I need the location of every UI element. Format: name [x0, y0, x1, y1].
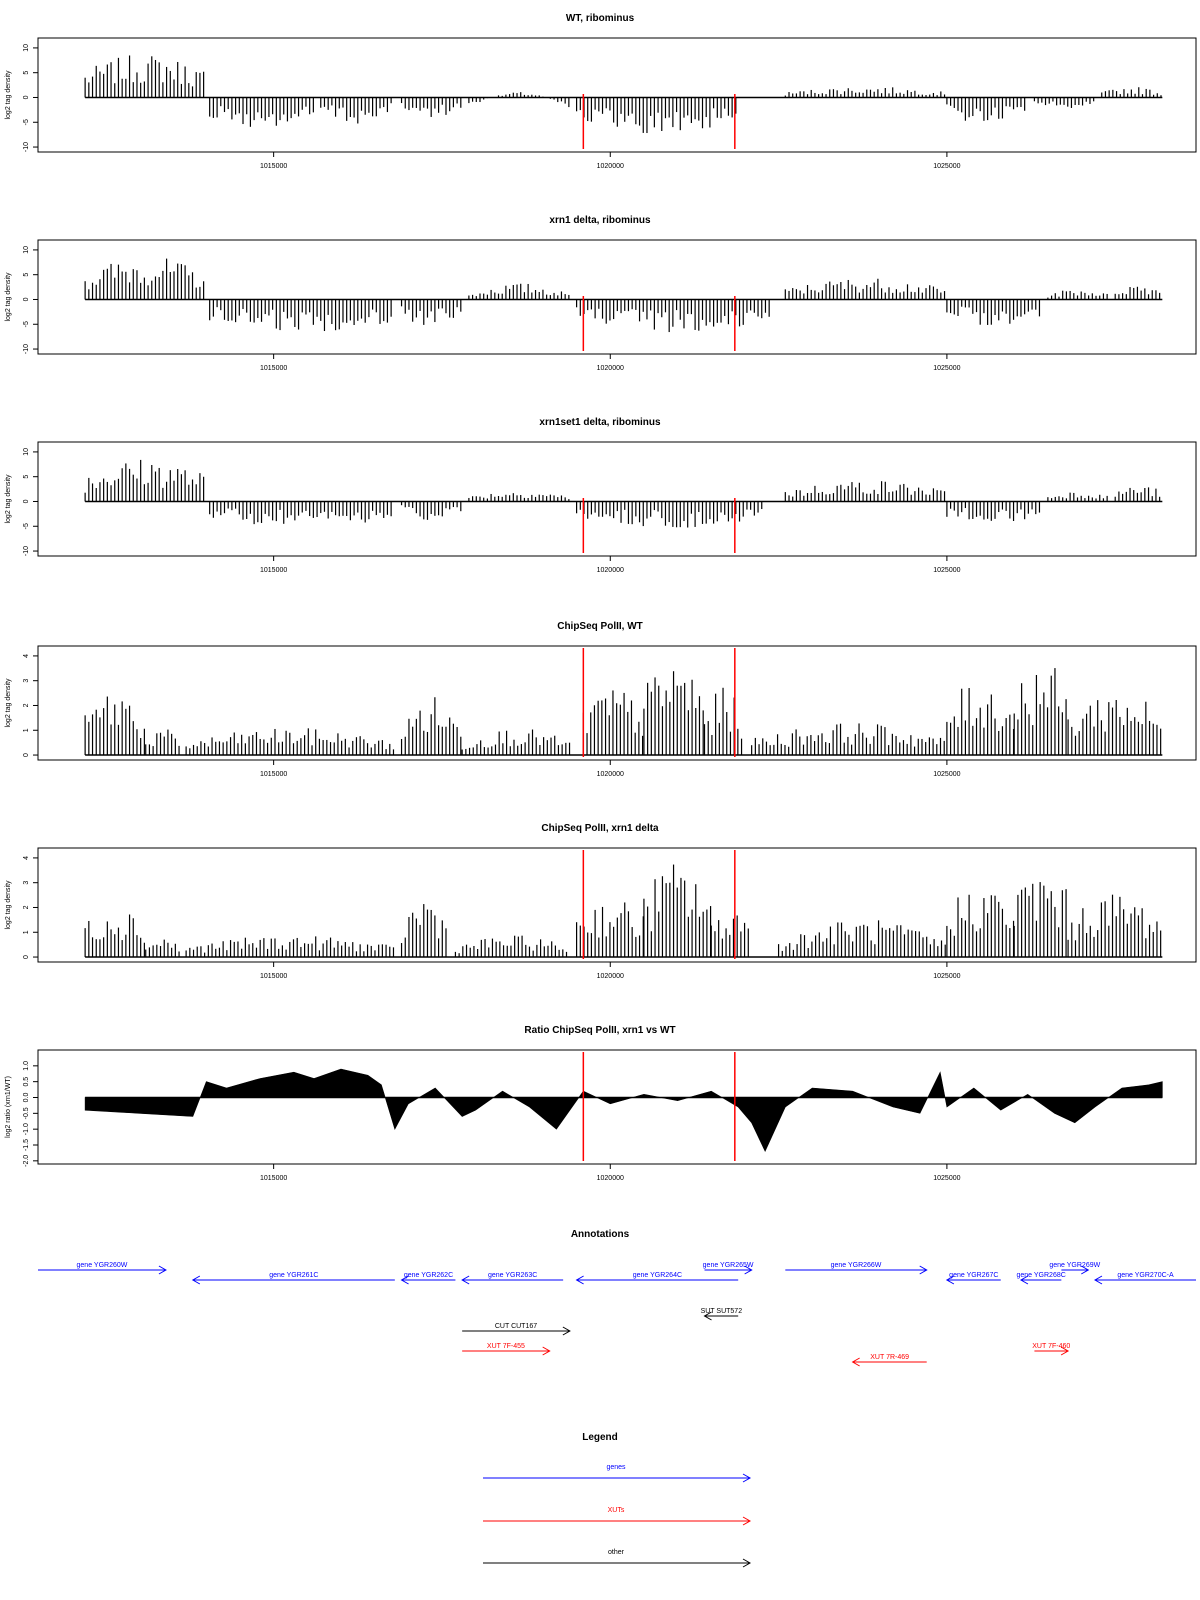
y-tick-label: 0.0 — [23, 1092, 30, 1103]
y-tick-label: 3 — [23, 880, 30, 885]
feature-label: gene YGR267C — [949, 1272, 999, 1279]
y-tick-label: -0.5 — [23, 1107, 30, 1120]
y-tick-label: 5 — [23, 70, 30, 75]
y-tick-label: 4 — [23, 653, 30, 658]
legend-item — [483, 1464, 750, 1482]
y-axis-label: log2 ratio (xrn1/WT) — [5, 1076, 12, 1138]
annotation-feature — [785, 1262, 926, 1274]
plot-frame — [38, 240, 1196, 354]
y-tick-label: 10 — [23, 448, 30, 456]
annotation-feature — [853, 1354, 927, 1366]
x-tick-label: 1025000 — [933, 973, 961, 980]
x-tick-label: 1020000 — [596, 365, 624, 372]
y-tick-label: 4 — [23, 855, 30, 860]
annotations-title: Annotations — [570, 1229, 630, 1240]
feature-label: XUT 7F-460 — [1032, 1343, 1071, 1350]
annotation-feature — [1095, 1272, 1196, 1284]
x-tick-label: 1020000 — [596, 771, 624, 778]
y-axis-label: log2 tag density — [5, 70, 12, 120]
annotation-feature — [193, 1272, 395, 1284]
legend-section — [483, 1432, 750, 1567]
data-marks — [85, 865, 1162, 957]
x-tick-label: 1015000 — [260, 771, 288, 778]
legend-label: XUTs — [607, 1507, 625, 1514]
chart-panel-3 — [5, 417, 1196, 574]
annotation-feature — [1032, 1343, 1070, 1355]
y-tick-label: 10 — [23, 246, 30, 254]
x-tick-label: 1020000 — [596, 1175, 624, 1182]
x-tick-label: 1020000 — [596, 163, 624, 170]
y-tick-label: -10 — [23, 141, 30, 153]
y-tick-label: 0 — [23, 297, 30, 302]
y-tick-label: -5 — [23, 523, 30, 530]
ratio-area — [85, 1069, 1162, 1151]
panel-title: xrn1 delta, ribominus — [549, 215, 651, 226]
annotation-feature — [947, 1272, 1001, 1284]
y-axis-label: log2 tag density — [5, 880, 12, 930]
legend-item — [483, 1507, 750, 1525]
panel-title: ChipSeq PolII, xrn1 delta — [541, 823, 659, 834]
y-tick-label: 0.5 — [23, 1076, 30, 1087]
panel-title: xrn1set1 delta, ribominus — [539, 417, 661, 428]
feature-label: gene YGR266W — [830, 1262, 882, 1269]
x-tick-label: 1020000 — [596, 567, 624, 574]
data-marks — [85, 668, 1162, 755]
y-tick-label: -1.5 — [23, 1138, 30, 1152]
x-tick-label: 1015000 — [260, 567, 288, 574]
y-tick-label: 10 — [23, 44, 30, 52]
annotation-feature — [462, 1323, 570, 1335]
x-tick-label: 1025000 — [933, 567, 961, 574]
feature-label: gene YGR263C — [487, 1272, 538, 1279]
y-axis-label: log2 tag density — [5, 272, 12, 322]
data-marks — [85, 259, 1162, 332]
legend-item — [483, 1549, 750, 1567]
plot-frame — [38, 442, 1196, 556]
panel-title: ChipSeq PolII, WT — [557, 621, 643, 632]
feature-label: gene YGR270C-A — [1117, 1272, 1174, 1279]
feature-label: XUT 7F-455 — [486, 1343, 525, 1350]
y-tick-label: -10 — [23, 343, 30, 355]
annotation-feature — [462, 1343, 550, 1355]
y-tick-label: 5 — [23, 474, 30, 479]
y-tick-label: 0 — [23, 499, 30, 504]
feature-label: CUT CUT167 — [494, 1323, 538, 1330]
data-marks — [85, 460, 1162, 528]
chart-panel-6 — [5, 1025, 1196, 1182]
x-tick-label: 1025000 — [933, 163, 961, 170]
feature-label: gene YGR261C — [269, 1272, 319, 1279]
y-tick-label: -1.0 — [23, 1123, 30, 1136]
y-tick-label: 1 — [23, 930, 30, 935]
y-tick-label: 1.0 — [23, 1060, 30, 1071]
feature-label: XUT 7R-469 — [870, 1354, 910, 1361]
feature-label: gene YGR269W — [1049, 1262, 1101, 1269]
feature-label: SUT SUT572 — [700, 1308, 743, 1315]
plot-frame — [38, 1050, 1196, 1164]
y-tick-label: 0 — [23, 753, 30, 757]
y-tick-label: -2.0 — [23, 1154, 30, 1167]
annotation-feature — [38, 1262, 166, 1274]
y-tick-label: -5 — [23, 321, 30, 328]
y-tick-label: 2 — [23, 905, 30, 910]
annotation-feature — [462, 1272, 563, 1284]
y-tick-label: 1 — [23, 728, 30, 733]
feature-label: gene YGR265W — [702, 1262, 754, 1269]
data-marks — [85, 1069, 1162, 1151]
chart-panel-1 — [5, 13, 1196, 170]
feature-label: gene YGR262C — [403, 1272, 454, 1279]
chart-panels — [5, 13, 1196, 1182]
chart-panel-2 — [5, 215, 1196, 372]
plot-frame — [38, 38, 1196, 152]
y-tick-label: -5 — [23, 119, 30, 126]
x-tick-label: 1020000 — [596, 973, 624, 980]
y-tick-label: 2 — [23, 703, 30, 708]
x-tick-label: 1015000 — [260, 365, 288, 372]
annotation-feature — [703, 1262, 754, 1274]
x-tick-label: 1025000 — [933, 771, 961, 778]
panel-title: Ratio ChipSeq PolII, xrn1 vs WT — [524, 1025, 676, 1036]
annotation-feature — [1017, 1272, 1066, 1284]
y-tick-label: 0 — [23, 95, 30, 100]
y-tick-label: 5 — [23, 272, 30, 277]
annotation-feature — [402, 1272, 456, 1284]
feature-label: gene YGR264C — [632, 1272, 683, 1279]
chart-panel-5 — [5, 823, 1196, 980]
data-marks — [85, 55, 1162, 133]
annotation-feature — [701, 1308, 743, 1320]
annotations-section — [38, 1229, 1196, 1366]
y-tick-label: 3 — [23, 678, 30, 683]
feature-label: gene YGR260W — [76, 1262, 128, 1269]
y-tick-label: -10 — [23, 545, 30, 557]
legend-title: Legend — [582, 1432, 618, 1443]
y-axis-label: log2 tag density — [5, 474, 12, 524]
legend-label: genes — [606, 1464, 626, 1471]
legend-label: other — [608, 1549, 624, 1556]
x-tick-label: 1015000 — [260, 163, 288, 170]
x-tick-label: 1025000 — [933, 365, 961, 372]
feature-label: gene YGR268C — [1016, 1272, 1066, 1279]
panel-title: WT, ribominus — [565, 13, 635, 24]
x-tick-label: 1025000 — [933, 1175, 961, 1182]
y-tick-label: 0 — [23, 955, 30, 959]
chart-panel-4 — [5, 621, 1196, 778]
y-axis-label: log2 tag density — [5, 678, 12, 728]
x-tick-label: 1015000 — [260, 973, 288, 980]
x-tick-label: 1015000 — [260, 1175, 288, 1182]
annotation-feature — [577, 1272, 739, 1284]
